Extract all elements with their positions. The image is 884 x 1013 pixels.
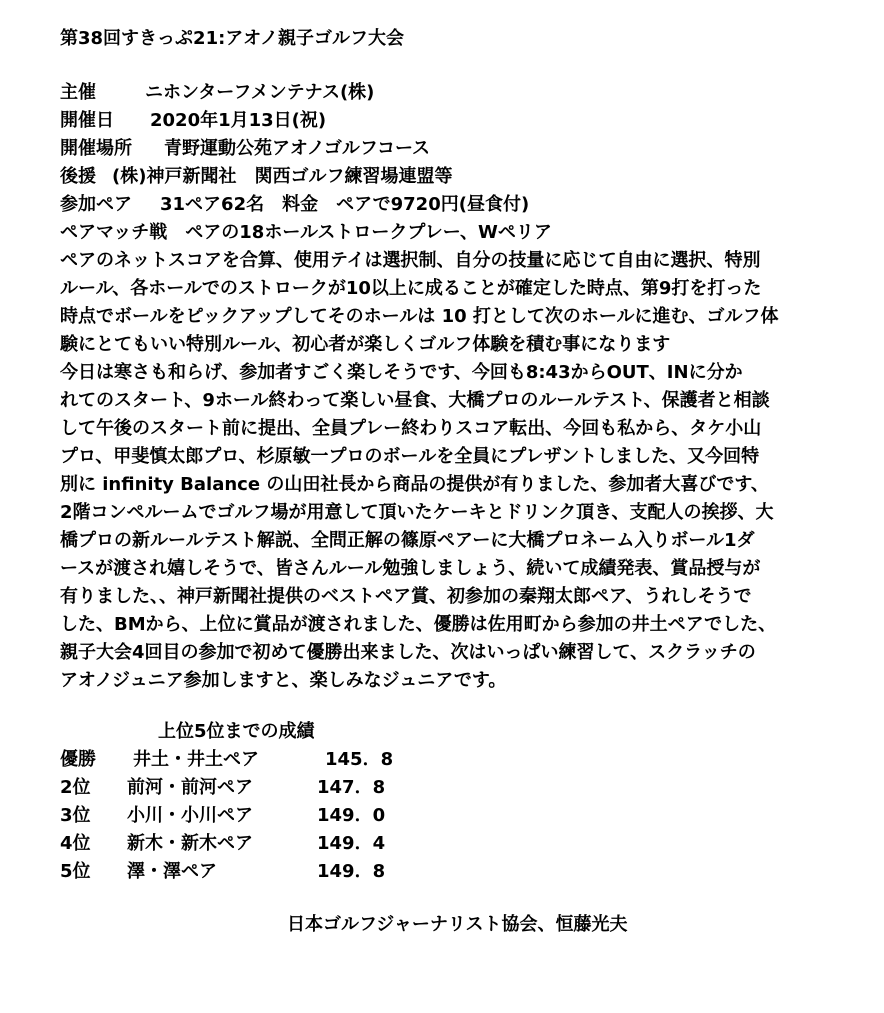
paragraph-line: ースが渡され嬉しそうで、皆さんルール勉強しましょう、続いて成績発表、賞品授与が [60, 558, 761, 579]
result-score: 149．4 [317, 833, 386, 854]
paragraph-line: 別に infinity Balance の山田社長から商品の提供が有りました、参加者大喜びです、 [60, 474, 769, 495]
info-row-date [60, 107, 326, 135]
paragraph-line: れてのスタート、9ホール終わって楽しい昼食、大橋プロのルールテスト、保護者と相談 [60, 390, 770, 411]
info-row-sponsor [60, 163, 452, 191]
result-rank: 4位 [60, 833, 91, 854]
result-pair: 小川・小川ペア [127, 805, 253, 826]
result-score: 147．8 [317, 777, 386, 798]
result-rank: 優勝 [60, 749, 96, 770]
info-value: (株)神戸新聞社 関西ゴルフ練習場連盟等 [112, 166, 453, 187]
info-value: ニホンターフメンテナス(株) [145, 82, 375, 103]
result-score: 145．8 [325, 749, 394, 770]
paragraph-line: ルール、各ホールでのストロークが10以上に成ることが確定した時点、第9打を打った [60, 278, 762, 299]
paragraph-line: アオノジュニア参加しますと、楽しみなジュニアです。 [60, 670, 507, 691]
result-pair: 井土・井土ペア [133, 749, 259, 770]
info-value: 青野運動公苑アオノゴルフコース [164, 138, 431, 159]
info-label: 主催 [60, 82, 96, 103]
result-rank: 2位 [60, 777, 91, 798]
paragraph-line: 親子大会4回目の参加で初めて優勝出来ました、次はいっぱい練習して、スクラッチの [60, 642, 756, 663]
info-label: 参加ペア [60, 194, 132, 215]
info-row-participants [60, 191, 529, 219]
info-value: 2020年1月13日(祝) [150, 110, 327, 131]
paragraph-line: 2階コンペルームでゴルフ場が用意して頂いたケーキとドリンク頂き、支配人の挨拶、大 [60, 502, 774, 523]
info-row-venue [60, 135, 430, 163]
result-pair: 前河・前河ペア [127, 777, 253, 798]
info-label: 開催場所 [60, 138, 132, 159]
paragraph-line: 橋プロの新ルールテスト解説、全問正解の篠原ペアーに大橋プロネーム入りボール1ダ [60, 530, 755, 551]
paragraph-line: ペアのネットスコアを合算、使用テイは選択制、自分の技量に応じて自由に選択、特別 [60, 250, 761, 271]
paragraph-line: 有りました、、神戸新聞社提供のベストペア賞、初参加の秦翔太郎ペア、うれしそうで [60, 586, 752, 607]
document-title: 第38回すきっぷ21:アオノ親子ゴルフ大会 [60, 28, 405, 49]
info-row-organizer [60, 79, 374, 107]
paragraph-line: 験にとてもいい特別ルール、初心者が楽しくゴルフ体験を積む事になります [60, 334, 671, 355]
results-heading: 上位5位までの成績 [158, 721, 315, 742]
result-pair: 新木・新木ペア [127, 833, 253, 854]
paragraph-line: して午後のスタート前に提出、全員プレー終わりスコア転出、今回も私から、タケ小山 [60, 418, 762, 439]
result-score: 149．0 [317, 805, 386, 826]
paragraph-line: 今日は寒さも和らげ、参加者すごく楽しそうです、今回も8:43からOUT、INに分か [60, 362, 743, 383]
result-rank: 5位 [60, 861, 91, 882]
paragraph-line: 時点でボールをピックアップしてそのホールは 10 打として次のホールに進む、ゴルフ体 [60, 306, 779, 327]
info-label: 後援 [60, 166, 96, 187]
result-score: 149．8 [317, 861, 386, 882]
signature: 日本ゴルフジャーナリスト協会、恒藤光夫 [287, 914, 628, 935]
paragraph-line: した、BMから、上位に賞品が渡されました、優勝は佐用町から参加の井土ペアでした、 [60, 614, 777, 635]
info-label: 開催日 [60, 110, 114, 131]
paragraph-line: プロ、甲斐慎太郎プロ、杉原敏一プロのボールを全員にプレザントしました、又今回特 [60, 446, 760, 467]
result-pair: 澤・澤ペア [127, 861, 217, 882]
info-value: 31ペア62名 料金 ペアで9720円(昼食付) [160, 194, 530, 215]
result-rank: 3位 [60, 805, 91, 826]
format-line: ペアマッチ戦 ペアの18ホールストロークプレー、Wペリア [60, 222, 552, 243]
